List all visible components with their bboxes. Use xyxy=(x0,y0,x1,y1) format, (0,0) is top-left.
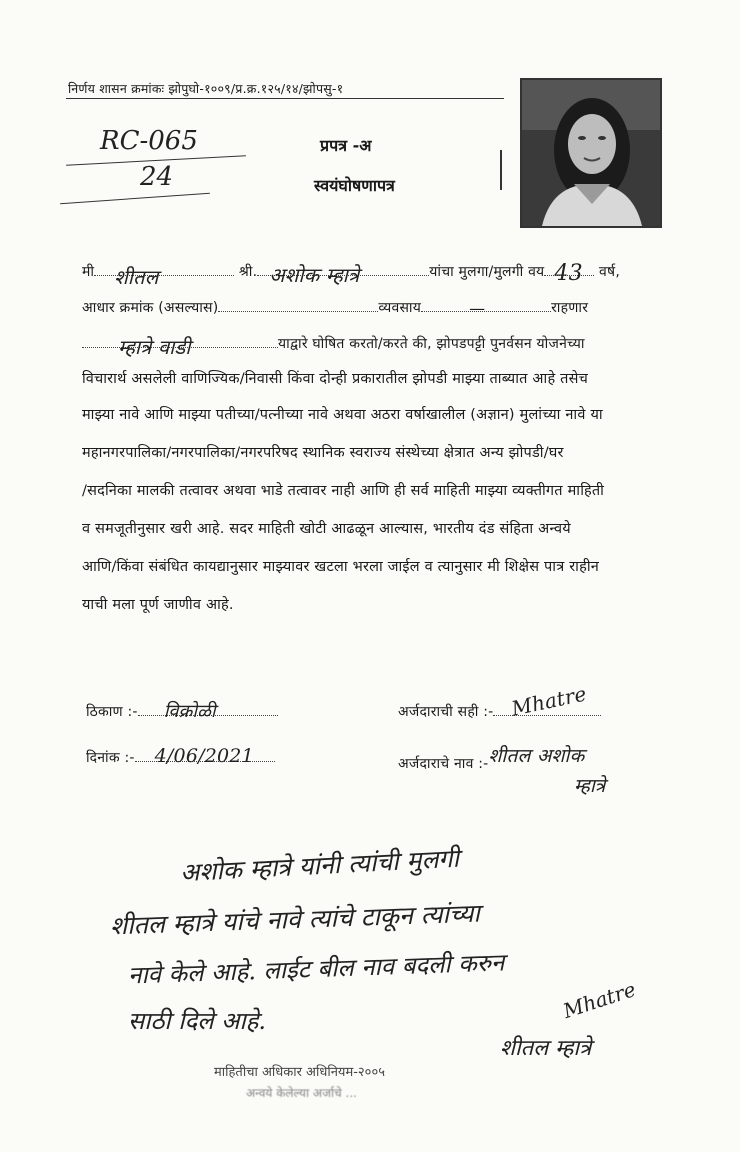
age-field xyxy=(544,261,594,286)
note-signer-name: शीतल म्हात्रे xyxy=(500,1036,592,1061)
body-line: विचारार्थ असलेली वाणिज्यिक/निवासी किंवा दोन्ही प्रकारातील झोपडी माझ्या ताब्यात आहे तसेच xyxy=(82,371,589,387)
date-field xyxy=(135,745,275,767)
gr-number: निर्णय शासन क्रमांकः झोपुघो-१००९/प्र.क्र.१२५/१४/झोपसु-१ xyxy=(68,81,344,96)
declaration-line-3 xyxy=(82,334,692,359)
label-varsh: वर्ष, xyxy=(599,264,620,280)
body-line: व समजूतीनुसार खरी आहे. सदर माहिती खोटी आढळून आल्यास, भारतीय दंड संहिता अन्वये xyxy=(82,521,571,537)
date-value: 4/06/2021 xyxy=(154,745,254,767)
body-line: महानगरपालिका/नगरपालिका/नगरपरिषद स्थानिक स्वराज्य संस्थेच्या क्षेत्रात अन्य झोपडी/घर xyxy=(82,445,564,461)
declarant-age: 43 xyxy=(554,261,583,286)
photo-portrait-icon xyxy=(522,80,660,226)
signature-row xyxy=(398,681,601,721)
father-name-field xyxy=(257,263,429,287)
place-value: विक्रोळी xyxy=(163,701,216,722)
applicant-name-row xyxy=(398,745,585,774)
body-line: /सदनिका मालकी तत्वावर अथवा भाडे तत्वावर नाही आणि ही सर्व माहिती माझ्या व्यक्तीगत माहिती xyxy=(82,483,605,499)
body-line: माझ्या नावे आणि माझ्या पतीच्या/पत्नीच्या नावे अथवा अठरा वर्षाखालील (अज्ञान) मुलांच्या नावे या xyxy=(82,407,603,423)
locality-field xyxy=(82,335,278,359)
declaration-line-2 xyxy=(82,298,682,317)
label-yancha: यांचा मुलगा/मुलगी वय xyxy=(429,264,545,280)
declarant-name: शीतल xyxy=(114,265,159,289)
date-label: दिनांक :- xyxy=(86,750,135,766)
occupation-field xyxy=(421,299,551,318)
declarant-locality: म्हात्रे वाडी xyxy=(118,335,191,359)
photo-sign-mark xyxy=(500,150,520,190)
body-line: याची मला पूर्ण जाणीव आहे. xyxy=(82,597,234,613)
header-underline xyxy=(66,98,504,99)
name-field xyxy=(94,265,234,289)
signature-field xyxy=(493,681,601,721)
ref-underline-2 xyxy=(60,193,210,204)
form-title: स्वयंघोषणापत्र xyxy=(314,176,395,195)
rti-stamp-line-1: माहितीचा अधिकार अधिनियम-२००५ xyxy=(214,1065,385,1080)
occupation-mark: — xyxy=(469,299,486,318)
declaration-line-1 xyxy=(82,261,682,289)
applicant-photo xyxy=(520,78,662,228)
handwritten-note-line: अशोक म्हात्रे यांनी त्यांची मुलगी xyxy=(179,843,460,888)
handwritten-note-line: नावे केले आहे. लाईट बील नाव बदली करुन xyxy=(127,948,505,990)
aadhar-field xyxy=(218,311,378,312)
ref-number: 24 xyxy=(140,162,174,192)
prapatra-label: प्रपत्र -अ xyxy=(320,136,372,155)
place-field xyxy=(138,701,278,722)
place-row xyxy=(86,702,278,721)
applicant-signature: Mhatre xyxy=(509,681,589,721)
label-aadhar: आधार क्रमांक (असल्यास) xyxy=(82,300,219,316)
rti-stamp-line-2: अन्वये केलेल्या अर्जाचे ... xyxy=(246,1086,357,1100)
body-line: आणि/किंवा संबंधित कायद्यानुसार माझ्यावर खटला भरला जाईल व त्यानुसार मी शिक्षेस पात्र राहीन xyxy=(82,559,600,575)
note-signature: Mhatre xyxy=(560,977,639,1023)
label-vyavasay: व्यवसाय xyxy=(378,300,422,316)
applicant-name-value: शीतल अशोक xyxy=(488,745,585,767)
label-mi: मी xyxy=(82,264,95,280)
label-rahnar: राहणार xyxy=(551,300,589,316)
signature-label: अर्जदाराची सही :- xyxy=(398,704,494,720)
label-shri: श्री. xyxy=(238,264,258,280)
label-yadware: याद्वारे घोषित करतो/करते की, झोपडपट्टी पुनर्वसन योजनेच्या xyxy=(278,336,585,352)
handwritten-note-line: शीतल म्हात्रे यांचे नावे त्यांचे टाकून त्यांच्या xyxy=(109,898,481,941)
father-name: अशोक म्हात्रे xyxy=(269,263,360,287)
date-row xyxy=(86,745,275,767)
handwritten-note-line: साठी दिले आहे. xyxy=(128,1007,266,1035)
place-label: ठिकाण :- xyxy=(86,704,138,720)
applicant-name-label: अर्जदाराचे नाव :- xyxy=(398,756,489,772)
applicant-surname: म्हात्रे xyxy=(574,775,606,797)
ref-code: RC-065 xyxy=(100,126,198,156)
